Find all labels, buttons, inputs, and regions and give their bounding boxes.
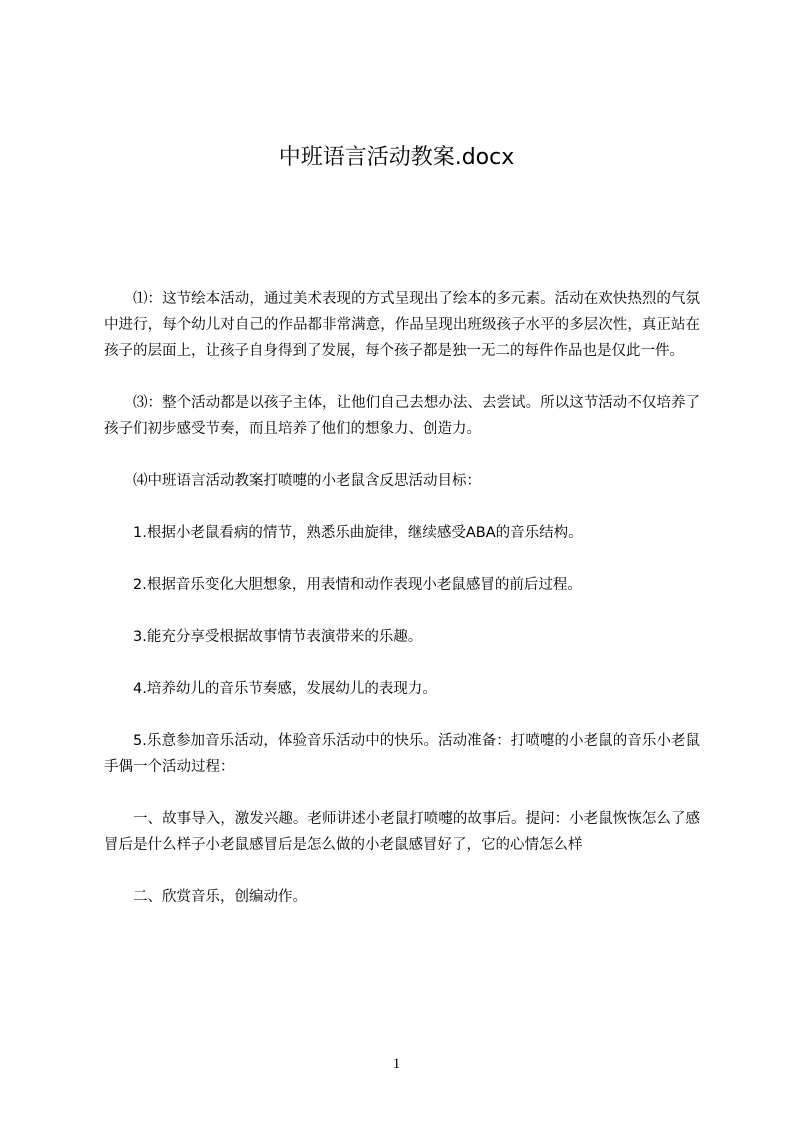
paragraph-goal-5-preparation: 5.乐意参加音乐活动，体验音乐活动中的快乐。活动准备：打喷嚏的小老鼠的音乐小老鼠手偶一个活动过程： — [104, 733, 700, 775]
paragraph-goal-3: 3.能充分享受根据故事情节表演带来的乐趣。 — [133, 629, 423, 645]
paragraph-goal-1: 1.根据小老鼠看病的情节，熟悉乐曲旋律，继续感受ABA的音乐结构。 — [133, 525, 583, 541]
page-number: 1 — [392, 1056, 401, 1072]
paragraph-reflection-3: ⑶：整个活动都是以孩子主体，让他们自己去想办法、去尝试。所以这节活动不仅培养了孩子们初步感受节奏，而且培养了他们的想象力、创造力。 — [104, 395, 700, 437]
document-title: 中班语言活动教案.docx — [278, 145, 515, 170]
paragraph-goal-2: 2.根据音乐变化大胆想象，用表情和动作表现小老鼠感冒的前后过程。 — [133, 577, 582, 593]
paragraph-reflection-1: ⑴：这节绘本活动，通过美术表现的方式呈现出了绘本的多元素。活动在欢快热烈的气氛中进行，每个幼儿对自己的作品都非常满意，作品呈现出班级孩子水平的多层次性，真正站在孩子的层面上，让孩子自身得到了发展，每个孩子都是独一无二的每件作品也是仅此一件。 — [104, 291, 700, 359]
paragraph-music-appreciation: 二、欣赏音乐，创编动作。 — [133, 889, 307, 905]
document-body — [104, 286, 700, 910]
paragraph-story-introduction: 一、故事导入，激发兴趣。老师讲述小老鼠打喷嚏的故事后。提问：小老鼠恢恢怎么了感冒后是什么样子小老鼠感冒后是怎么做的小老鼠感冒好了，它的心情怎么样 — [104, 811, 700, 853]
paragraph-goal-4: 4.培养幼儿的音乐节奏感，发展幼儿的表现力。 — [133, 681, 437, 697]
paragraph-activity-goals-heading: ⑷中班语言活动教案打喷嚏的小老鼠含反思活动目标： — [133, 473, 481, 489]
